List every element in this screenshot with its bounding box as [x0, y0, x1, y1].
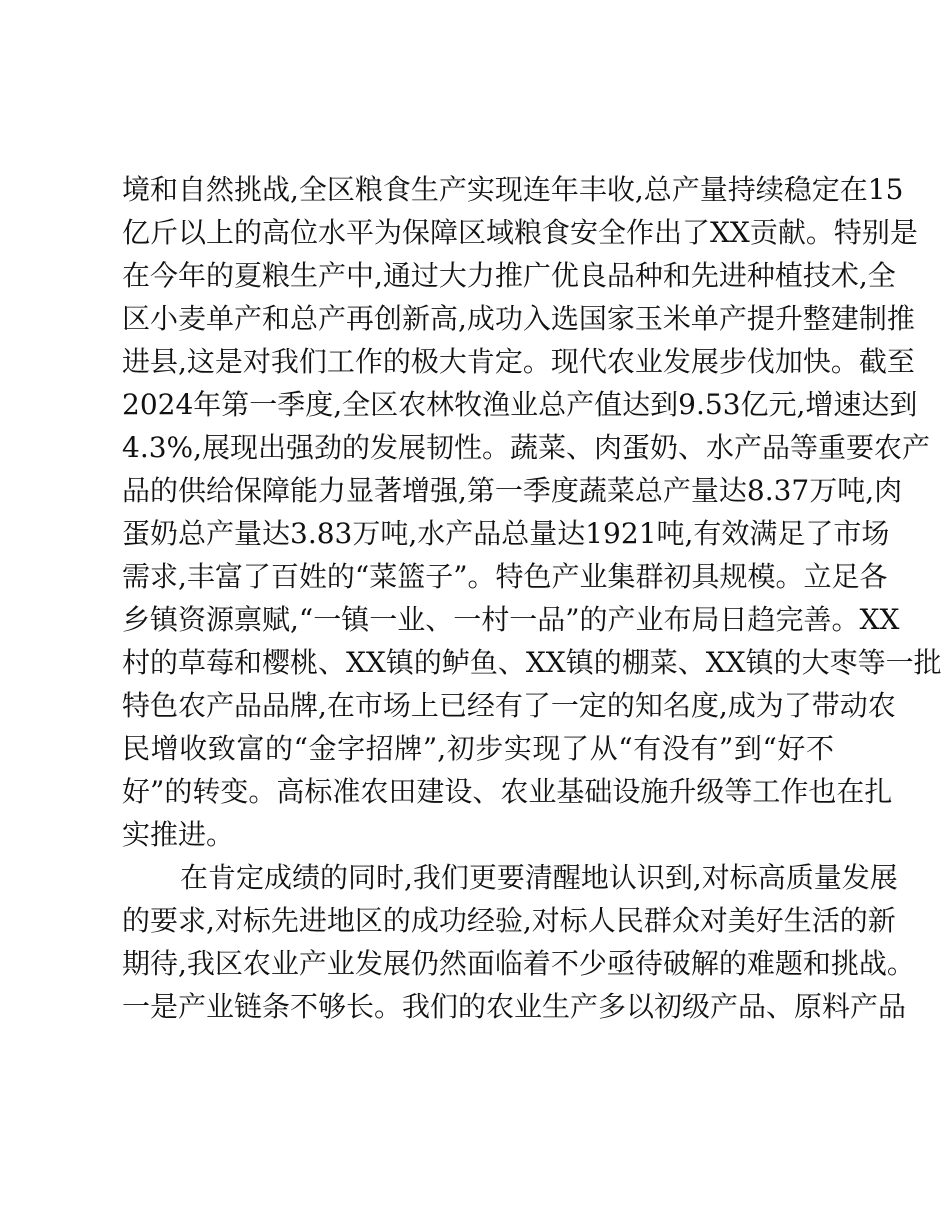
text-line: 亿斤以上的高位水平为保障区域粮食安全作出了XX贡献。特别是: [122, 216, 918, 249]
text-line: 实推进。: [122, 818, 235, 851]
text-line: 品的供给保障能力显著增强,第一季度蔬菜总产量达8.37万吨,肉: [122, 474, 903, 507]
text-line: 在今年的夏粮生产中,通过大力推广优良品种和先进种植技术,全: [122, 259, 896, 292]
paragraph-start-line: 在肯定成绩的同时,我们更要清醒地认识到,对标高质量发展: [180, 861, 898, 894]
text-line: 乡镇资源禀赋,“一镇一业、一村一品”的产业布局日趋完善。XX: [122, 603, 900, 636]
text-line: 4.3%,展现出强劲的发展韧性。蔬菜、肉蛋奶、水产品等重要农产: [122, 431, 931, 464]
text-line: 的要求,对标先进地区的成功经验,对标人民群众对美好生活的新: [122, 904, 896, 937]
text-line: 村的草莓和樱桃、XX镇的鲈鱼、XX镇的棚菜、XX镇的大枣等一批: [122, 646, 942, 679]
text-line: 进县,这是对我们工作的极大肯定。现代农业发展步伐加快。截至: [122, 345, 915, 378]
text-line: 需求,丰富了百姓的“菜篮子”。特色产业集群初具规模。立足各: [122, 560, 888, 593]
text-line: 区小麦单产和总产再创新高,成功入选国家玉米单产提升整建制推: [122, 302, 915, 335]
text-line: 民增收致富的“金字招牌”,初步实现了从“有没有”到“好不: [122, 732, 834, 765]
text-line: 蛋奶总产量达3.83万吨,水产品总量达1921吨,有效满足了市场: [122, 517, 890, 550]
text-line: 好”的转变。高标准农田建设、农业基础设施升级等工作也在扎: [122, 775, 893, 808]
text-line: 期待,我区农业产业发展仍然面临着不少亟待破解的难题和挑战。: [122, 947, 915, 980]
text-line: 一是产业链条不够长。我们的农业生产多以初级产品、原料产品: [122, 990, 907, 1023]
text-line: 境和自然挑战,全区粮食生产实现连年丰收,总产量持续稳定在15: [122, 173, 904, 206]
text-line: 特色农产品品牌,在市场上已经有了一定的知名度,成为了带动农: [122, 689, 896, 722]
text-line: 2024年第一季度,全区农林牧渔业总产值达到9.53亿元,增速达到: [122, 388, 918, 421]
